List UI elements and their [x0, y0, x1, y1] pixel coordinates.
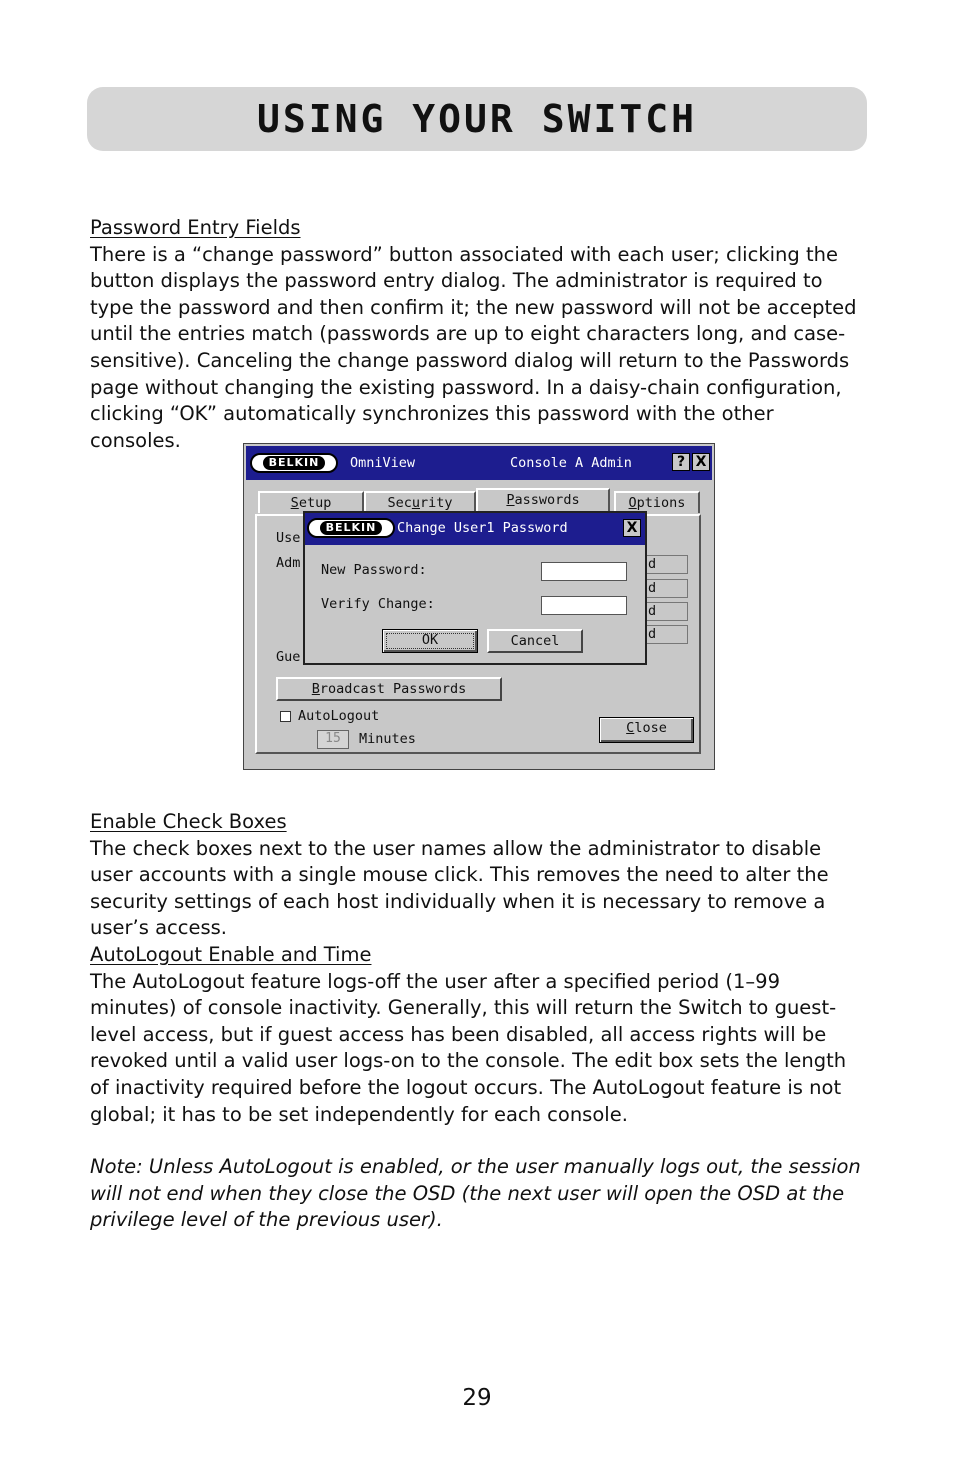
- tab-options[interactable]: Options: [614, 491, 700, 513]
- cancel-button[interactable]: Cancel: [487, 629, 583, 653]
- broadcast-passwords-button[interactable]: Broadcast Passwords: [276, 677, 502, 701]
- ok-button[interactable]: OK: [382, 629, 478, 653]
- minutes-field[interactable]: 15: [317, 730, 349, 749]
- new-password-label: New Password:: [321, 562, 427, 578]
- belkin-logo-text: BELKIN: [263, 456, 326, 470]
- console-status: Console A Admin: [510, 455, 632, 471]
- close-icon[interactable]: X: [692, 453, 710, 471]
- verify-change-input[interactable]: [541, 596, 627, 615]
- admin-label: Adm: [276, 555, 301, 571]
- change-password-button[interactable]: d: [644, 625, 688, 644]
- help-icon[interactable]: ?: [672, 453, 690, 471]
- belkin-logo: [307, 518, 395, 538]
- change-password-button[interactable]: d: [644, 555, 688, 574]
- tab-passwords[interactable]: Passwords: [476, 488, 610, 515]
- page-title: USING YOUR SWITCH: [257, 97, 697, 141]
- tab-security[interactable]: Security: [364, 491, 476, 513]
- change-password-button[interactable]: d: [644, 579, 688, 598]
- change-password-dialog: [303, 511, 647, 665]
- note: [90, 1154, 865, 1234]
- verify-change-label: Verify Change:: [321, 596, 435, 612]
- app-name: OmniView: [350, 455, 416, 471]
- users-label: Use: [276, 530, 301, 546]
- section-body: There is a “change password” button associated with each user; clicking the button displays the password entry dialog. The administrator is required to type the password and then confirm it; the new password will not be accepted until the entries match (passwords are up to eight characters long, and case-sensitive). Canceling the change password dialog will return to the Passwords page without changing the existing password. In a daisy-chain configuration, clicking “OK” automatically synchronizes this password with the other consoles.: [90, 242, 857, 452]
- belkin-logo-text: BELKIN: [320, 521, 383, 535]
- new-password-input[interactable]: [541, 562, 627, 581]
- dialog-close-icon[interactable]: X: [623, 519, 641, 537]
- header-bar: [87, 87, 867, 151]
- section-heading: AutoLogout Enable and Time: [90, 943, 372, 966]
- belkin-logo: [250, 453, 338, 473]
- note-text: Note: Unless AutoLogout is enabled, or the user manually logs out, the session will not end when they close the OSD (the next user will open the OSD at the privilege level of the previous user).: [90, 1155, 861, 1232]
- tab-setup[interactable]: Setup: [258, 491, 364, 513]
- change-password-button[interactable]: d: [644, 602, 688, 621]
- autologout-label: AutoLogout: [298, 708, 380, 724]
- section-body: The check boxes next to the user names allow the administrator to disable user accounts with a single mouse click. This removes the need to alter the security settings of each host individually when it is necessary to remove a user’s access.: [90, 836, 829, 940]
- close-button[interactable]: Close: [599, 717, 694, 743]
- section-autologout: [90, 942, 865, 1128]
- section-heading: Enable Check Boxes: [90, 810, 287, 833]
- page-number: 29: [462, 1385, 492, 1411]
- omniview-screenshot: [243, 443, 715, 770]
- section-heading: Password Entry Fields: [90, 216, 301, 239]
- window-titlebar: [246, 446, 712, 480]
- section-password-entry: [90, 215, 865, 454]
- minutes-label: Minutes: [359, 731, 416, 747]
- section-body: The AutoLogout feature logs-off the user after a specified period (1–99 minutes) of console inactivity. Generally, this will return the Switch to guest-level access, but if guest access has been disabled, all access rights will be revoked until a valid user logs-on to the console. The edit box sets the length of inactivity required before the logout occurs. The AutoLogout feature is not global; it has to be set independently for each console.: [90, 969, 847, 1126]
- section-enable-check-boxes: [90, 809, 865, 942]
- autologout-checkbox[interactable]: [280, 711, 291, 722]
- dialog-titlebar: [305, 513, 645, 545]
- guest-label: Gue: [276, 649, 301, 665]
- dialog-title: Change User1 Password: [397, 520, 568, 536]
